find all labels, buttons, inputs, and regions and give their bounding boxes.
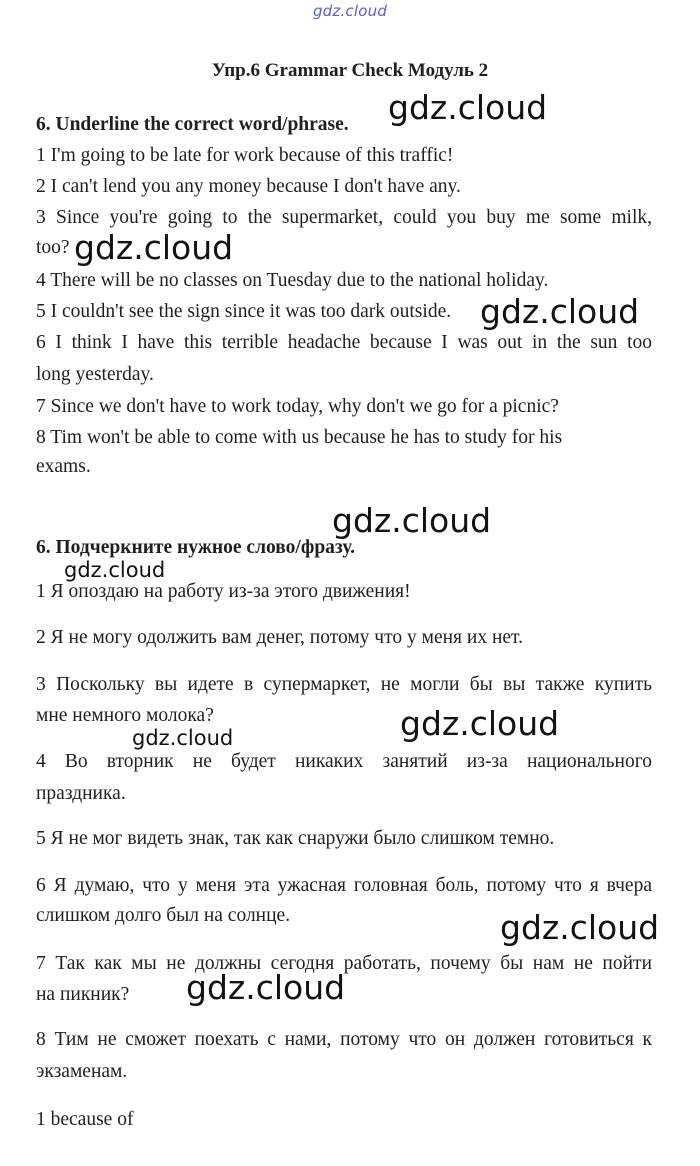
header-watermark: gdz.cloud [312, 2, 388, 20]
russian-line: экзаменам. [36, 1061, 128, 1082]
watermark: gdz.cloud [132, 726, 234, 750]
english-line: 6 I think I have this terrible headache because I was out in the sun too [36, 332, 652, 353]
russian-line: 1 Я опоздаю на работу из-за этого движения! [36, 581, 411, 602]
watermark: gdz.cloud [332, 501, 492, 540]
english-line: exams. [36, 456, 91, 477]
russian-line: 4 Во вторник не будет никаких занятий из-за национального [36, 751, 652, 772]
russian-line: на пикник? [36, 984, 130, 1005]
english-line: 3 Since you're going to the supermarket, could you buy me some milk, [36, 207, 652, 228]
watermark: gdz.cloud [388, 88, 548, 127]
english-line: 5 I couldn't see the sign since it was too dark outside. [36, 301, 452, 322]
watermark: gdz.cloud [480, 292, 640, 331]
russian-line: 3 Поскольку вы идете в супермаркет, не могли бы вы также купить [36, 674, 652, 695]
watermark: gdz.cloud [400, 704, 560, 743]
watermark: gdz.cloud [500, 908, 660, 947]
answer-line: 1 because of [36, 1109, 134, 1130]
english-line: 2 I can't lend you any money because I don't have any. [36, 176, 461, 197]
watermark: gdz.cloud [186, 968, 346, 1007]
russian-line: 7 Так как мы не должны сегодня работать, почему бы нам не пойти [36, 953, 652, 974]
english-line: long yesterday. [36, 364, 154, 385]
watermark: gdz.cloud [74, 228, 234, 267]
russian-line: 5 Я не мог видеть знак, так как снаружи было слишком темно. [36, 828, 555, 849]
english-line: 4 There will be no classes on Tuesday due to the national holiday. [36, 270, 549, 291]
russian-heading: 6. Подчеркните нужное слово/фразу. [36, 537, 356, 558]
russian-line: слишком долго был на солнце. [36, 905, 291, 926]
russian-line: 8 Тим не сможет поехать с нами, потому что он должен готовиться к [36, 1029, 652, 1050]
english-line: 8 Tim won't be able to come with us because he has to study for his [36, 427, 563, 448]
english-line: 1 I'm going to be late for work because of this traffic! [36, 145, 454, 166]
russian-line: 2 Я не могу одолжить вам денег, потому что у меня их нет. [36, 627, 523, 648]
english-line: too? [36, 237, 70, 258]
watermark: gdz.cloud [64, 558, 166, 582]
english-line: 7 Since we don't have to work today, why don't we go for a picnic? [36, 396, 559, 417]
english-heading: 6. Underline the correct word/phrase. [36, 114, 349, 135]
russian-line: 6 Я думаю, что у меня эта ужасная головная боль, потому что я вчера [36, 875, 652, 896]
page-title: Упр.6 Grammar Check Модуль 2 [211, 60, 489, 81]
russian-line: праздника. [36, 783, 126, 804]
russian-line: мне немного молока? [36, 705, 214, 726]
